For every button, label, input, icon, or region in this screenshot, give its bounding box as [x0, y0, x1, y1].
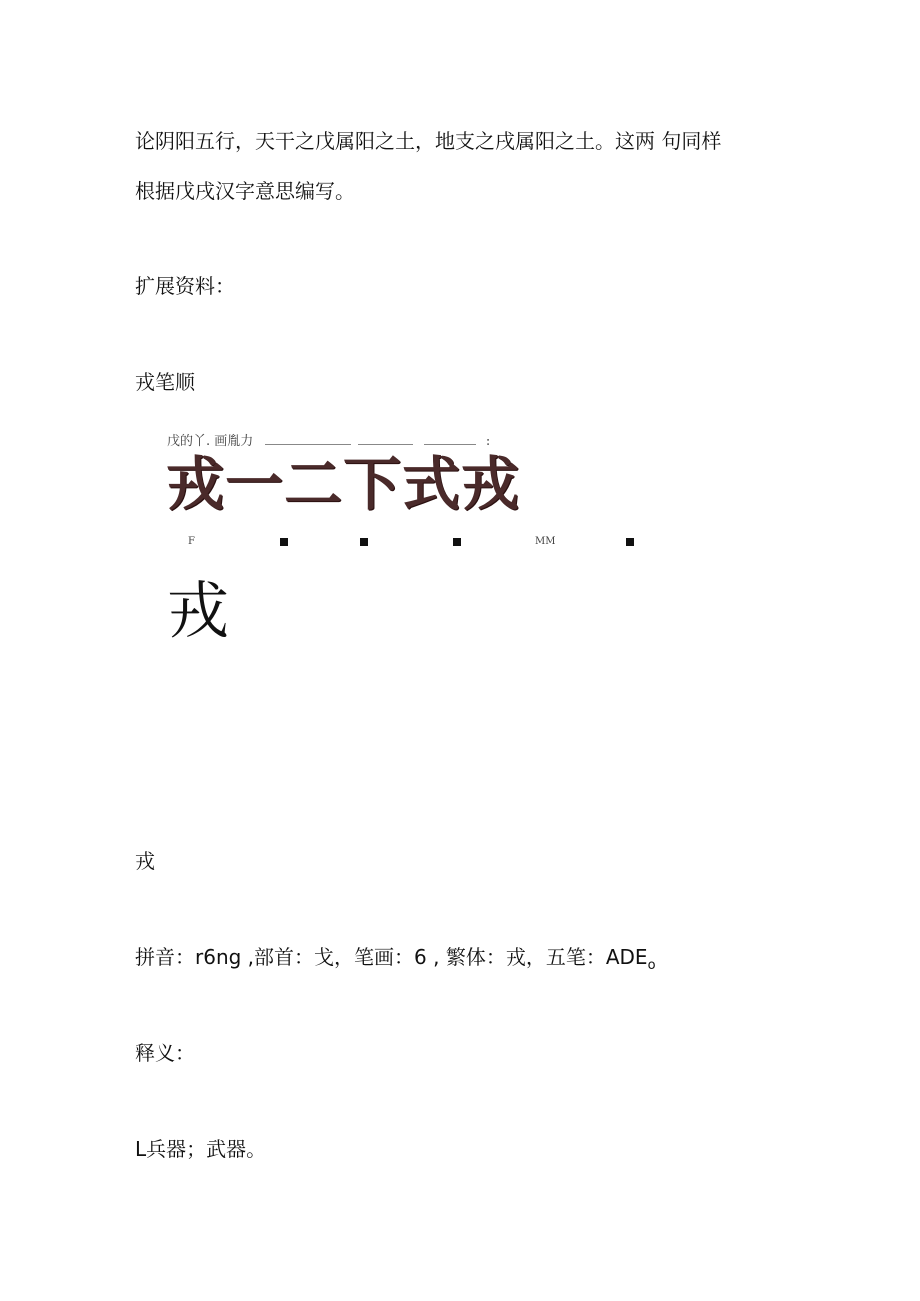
- caption-blank-3: [424, 434, 476, 445]
- stroke-label-f: F: [188, 536, 195, 547]
- stroke-image-caption: [167, 430, 490, 449]
- paragraph-line-1: 论阴阳五行，天干之戊属阳之土，地支之戌属阳之土。这两 句同样: [135, 129, 722, 153]
- stroke-final-character: 戎: [167, 574, 230, 647]
- paragraph-line-2: 根据戊戌汉字意思编写。: [135, 179, 355, 203]
- stroke-labels-row: [0, 535, 920, 551]
- stroke-step-4: 下: [343, 450, 402, 518]
- caption-colon: :: [485, 434, 491, 449]
- caption-blank-1: [265, 434, 351, 445]
- stroke-marker-square: [360, 538, 368, 546]
- stroke-step-2: 一: [225, 450, 284, 518]
- stroke-step-6: 戎: [461, 450, 520, 518]
- stroke-label-mm: MM: [535, 536, 556, 547]
- stroke-order-sequence: [166, 448, 520, 520]
- meaning-heading: 释义：: [135, 1041, 195, 1065]
- extended-material-heading: 扩展资料：: [135, 274, 235, 298]
- meaning-item-1: L兵器；武器。: [135, 1137, 267, 1161]
- entry-character: 戎: [135, 849, 155, 873]
- caption-text: 戊的丫. 画胤力: [167, 434, 254, 449]
- caption-blank-2: [358, 434, 413, 445]
- stroke-marker-square: [453, 538, 461, 546]
- stroke-marker-square: [626, 538, 634, 546]
- character-info-line: [135, 944, 656, 979]
- stroke-order-heading: 戎笔顺: [135, 370, 195, 394]
- character-info-trail: o: [647, 958, 656, 973]
- stroke-marker-square: [280, 538, 288, 546]
- stroke-step-1: 戎: [166, 450, 225, 518]
- stroke-step-3: 二: [284, 450, 343, 518]
- character-info-text: 拼音：r6ng ,部首：戈，笔画：6 , 繁体：戎，五笔：ADE: [135, 945, 648, 969]
- stroke-step-5: 式: [402, 450, 461, 518]
